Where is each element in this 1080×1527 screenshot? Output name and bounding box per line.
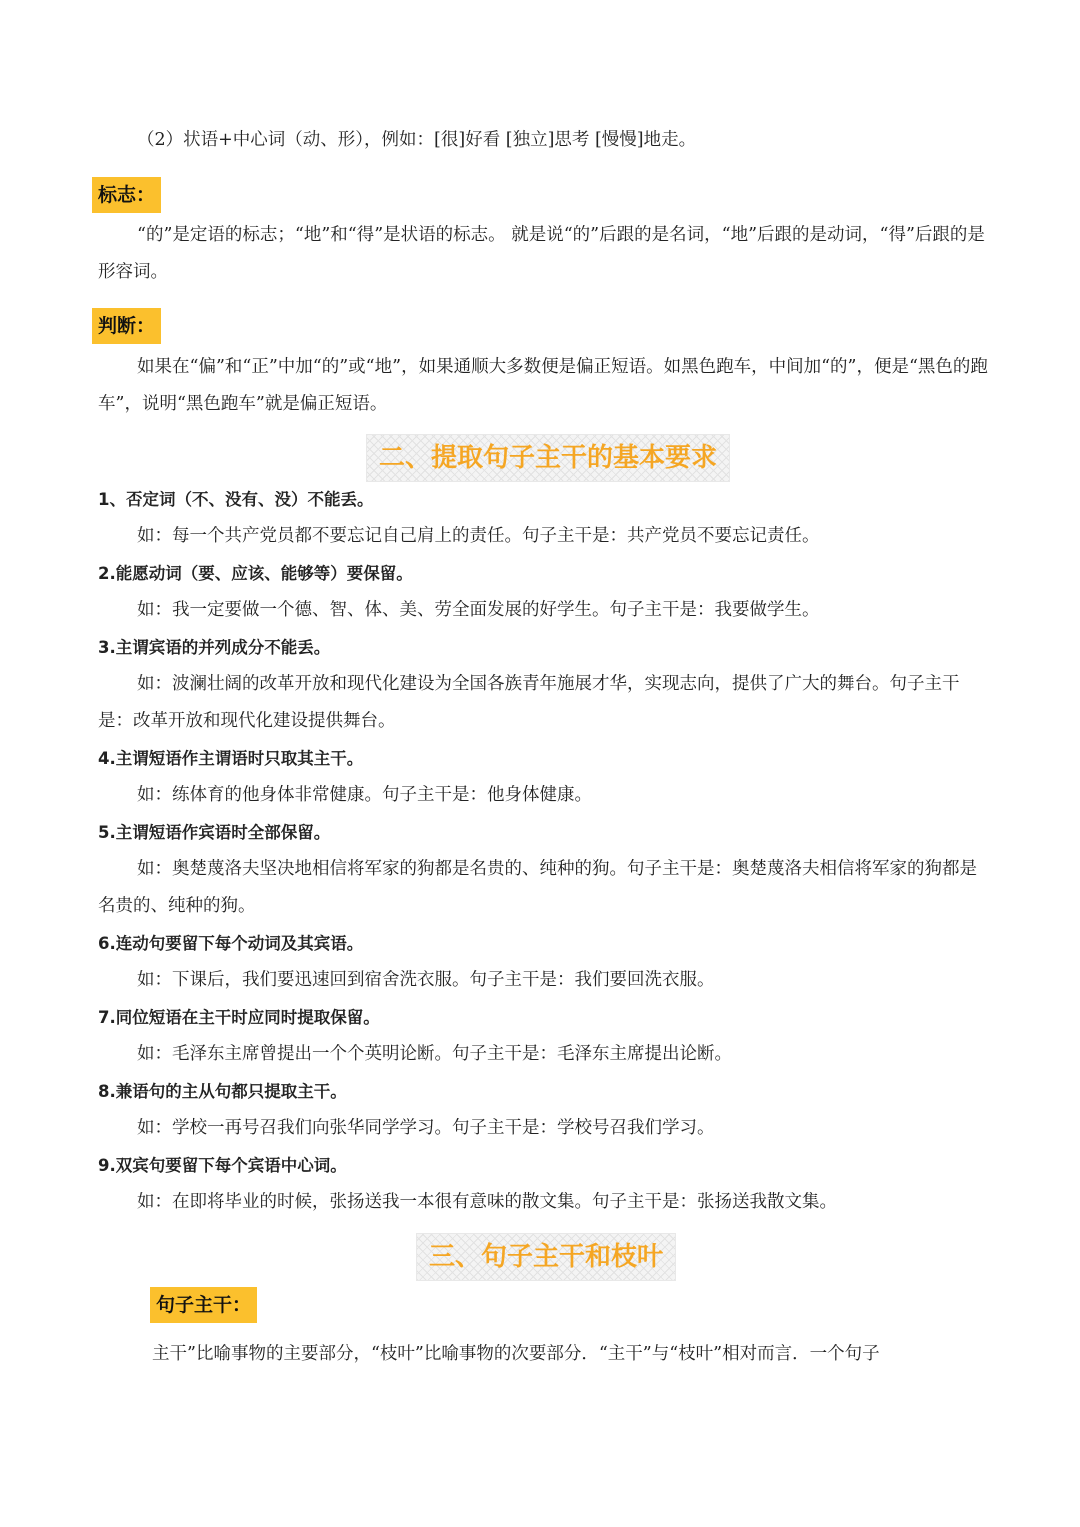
example-9: 如：在即将毕业的时候，张扬送我一本很有意味的散文集。句子主干是：张扬送我散文集。 [137,1192,837,1212]
example-7: 如：毛泽东主席曾提出一个个英明论断。句子主干是：毛泽东主席提出论断。 [137,1044,732,1064]
rule-6: 6.连动句要留下每个动词及其宾语。 [98,934,364,953]
example-6: 如：下课后，我们要迅速回到宿舍洗衣服。句子主干是：我们要回洗衣服。 [137,970,715,990]
top-line: （2）状语+中心词（动、形），例如：[很]好看 [独立]思考 [慢慢]地走。 [137,130,697,150]
rule-2: 2.能愿动词（要、应该、能够等）要保留。 [98,564,413,583]
example-1: 如：每一个共产党员都不要忘记自己肩上的责任。句子主干是：共产党员不要忘记责任。 [137,526,820,546]
rule-1: 1、否定词（不、没有、没）不能丢。 [98,490,374,509]
biaozhi-label: 标志： [92,177,161,213]
zhugan-label: 句子主干： [150,1287,257,1323]
example-3: 如：波澜壮阔的改革开放和现代化建设为全国各族青年施展才华，实现志向，提供了广大的舞台。句子主干是：改革开放和现代化建设提供舞台。 [98,674,960,731]
biaozhi-text: “的”是定语的标志；“地”和“得”是状语的标志。 就是说“的”后跟的是名词，“地”后跟的是动词，“得”后跟的是形容词。 [98,225,985,282]
rule-3: 3.主谓宾语的并列成分不能丢。 [98,638,331,657]
example-8: 如：学校一再号召我们向张华同学学习。句子主干是：学校号召我们学习。 [137,1118,715,1138]
zhugan-text: 主干”比喻事物的主要部分，“枝叶”比喻事物的次要部分．“主干”与“枝叶”相对而言．一个句子 [152,1344,880,1364]
panduan-label: 判断： [92,308,161,344]
rule-5: 5.主谓短语作宾语时全部保留。 [98,823,331,842]
example-2: 如：我一定要做一个德、智、体、美、劳全面发展的好学生。句子主干是：我要做学生。 [137,600,820,620]
section3-title: 三、句子主干和枝叶 [416,1233,676,1281]
rule-7: 7.同位短语在主干时应同时提取保留。 [98,1008,380,1027]
example-4: 如：练体育的他身体非常健康。句子主干是：他身体健康。 [137,785,592,805]
panduan-text: 如果在“偏”和“正”中加“的”或“地”，如果通顺大多数便是偏正短语。如黑色跑车，中间加“的”，便是“黑色的跑车”，说明“黑色跑车”就是偏正短语。 [98,357,988,414]
rule-8: 8.兼语句的主从句都只提取主干。 [98,1082,347,1101]
rule-4: 4.主谓短语作主谓语时只取其主干。 [98,749,364,768]
rule-9: 9.双宾句要留下每个宾语中心词。 [98,1156,347,1175]
example-5: 如：奥楚蔑洛夫坚决地相信将军家的狗都是名贵的、纯种的狗。句子主干是：奥楚蔑洛夫相信将军家的狗都是名贵的、纯种的狗。 [98,859,977,916]
section2-title: 二、提取句子主干的基本要求 [366,434,730,482]
